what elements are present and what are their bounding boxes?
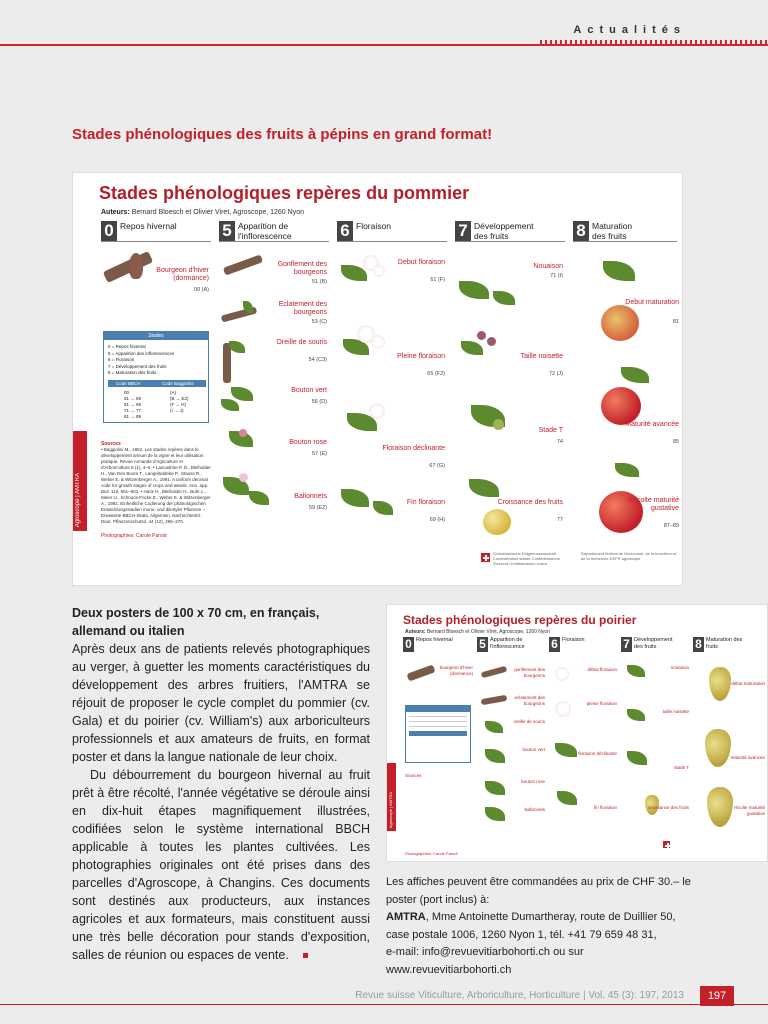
pear-photo xyxy=(705,729,731,767)
apple-photo xyxy=(603,261,635,281)
fruit-photo xyxy=(469,479,499,497)
label-taille-noisette: Taille noisette xyxy=(520,353,563,360)
label-croissance: Croissance des fruits xyxy=(497,499,563,506)
order-caption: Les affiches peuvent être commandées au prix de CHF 30.– le poster (port inclus) à: AMTRA, Mme Antoinette Dumartheray, route de Duillier 50, case postale 1006, 1260 Nyon 1, tél. +41 79 659 48 31, e-mail: info@revuevitiarbohorti.ch ou sur www.revuevitiarbohorti.ch xyxy=(386,876,691,976)
label-debut-maturation: Debut maturation xyxy=(625,299,679,306)
label-bouton-rose: Bouton rose xyxy=(289,439,327,446)
poster-authors: Auteurs: Bernard Bloesch et Olivier Viret, Agroscope, 1260 Nyon xyxy=(405,629,550,635)
label-oreille: Oreille de souris xyxy=(276,339,327,346)
fruitlet-photo xyxy=(459,281,489,299)
label-pleine-floraison: Pleine floraison xyxy=(397,353,445,360)
paragraph-1: Après deux ans de patients relevés photographiques au verger, à guetter les moments caractéristiques du développement des arbres fruitiers, l'AMTRA se réjouit de proposer le cycle complet du pommier (cv. Gala) et du poirier (cv. William's) aux arboriculteurs professionnels et aux amateurs de fruits, en format poster et dans la langue nationale de leur choix. xyxy=(72,642,370,764)
photo-credit: Photographies: Carole Parodi xyxy=(101,533,167,539)
label-eclatement: Eclatement des bourgeons xyxy=(278,301,327,316)
stage-divider xyxy=(573,241,677,242)
fruitlet-photo xyxy=(477,331,486,340)
poster-title: Stades phénologiques repères du pommier xyxy=(99,183,470,203)
code-bourgeon: 00 (A) xyxy=(194,287,209,293)
poster-side-band: Agroscope | AMTRA xyxy=(73,431,87,531)
sources-block: Sources • Baggiolini M., 1952. Les stades repères dans le développement annuel de la vigne et leur utilisation pratique. Revue romande d'Agriculture et d'Arboriculture 8 (1), 4–6. • Lancashire P. D., Bleiholder H., Van Den Boom T., Langelüddeke P., Stauss R., Weber E. & Witzenberger A., 1991. A uniform decimal code for growth stages of crops and weeds. Ann. app. Biol. 119, 561–601. • Hack H., Bleiholder H., Buhr L., Meier U., Schnock-Fricke E., Weber E. & Witzenberger A., 1992. Einheitliche Codierung der phänologischen Entwicklungsstadien mono- und dikotyler Pflanzen – Erweiterte BBCH-Skala, Allgemein. Nachrichtenbl. Deut. Pflanzenschutzd. 44 (12), 265–270. xyxy=(101,441,211,524)
swiss-cross-icon xyxy=(481,553,490,562)
label-ballonnets: Ballonnets xyxy=(294,493,327,500)
page-header xyxy=(0,0,768,44)
footer-rule xyxy=(0,1004,768,1005)
stage-divider xyxy=(219,241,329,242)
label-nouaison: Nouaison xyxy=(533,263,563,270)
green-bud-photo xyxy=(231,387,253,401)
photo-credit: Photographies: Carole Parodi xyxy=(405,851,458,856)
label-gonflement: Gonflement des bourgeons xyxy=(277,261,327,276)
stage-divider xyxy=(455,241,565,242)
flower-photo xyxy=(341,265,367,281)
end-mark xyxy=(303,953,308,958)
flower-photo xyxy=(341,489,369,507)
section-label: Actualités xyxy=(573,24,686,36)
poster-side-band: Agroscope | AMTRA xyxy=(387,763,396,831)
stage-divider xyxy=(337,241,447,242)
poster-pommier: Stades phénologiques repères du pommier Auteurs: Bernard Bloesch et Olivier Viret, Agroscope, 1260 Nyon Agroscope | AMTRA 0 Repos hivernal 5 Apparition de l'inflorescence 6 Floraison 7 Développement des fruits 8 Maturation des fruits Bourgeon d'hiver (dormance) 00 (A) Stades 0 = Repos hivernal 5 = Apparition des inflorescences 6 = Floraison 7 = Développement des fruits 8 = Maturation des fruits Code BBCH Code Baggiolini 00 (A) 51 → 59 (B → E2) 61 → 69 (F → H) 71 → 77 (I → J) 81 → 89 Sources • Baggiolini M., 1952. Les stades repères dans le développement annuel de la vigne et leur utilisation pratique. Revue romande d'Agriculture et d'Arboriculture 8 (1), 4–6. • Lancashire P. D., Bleiholder H., Van Den Boom T., Langelüddeke P., Stauss R., Weber E. & Witzenberger A., 1991. A uniform decimal code for growth stages of crops and weeds. Ann. app. Biol. 119, 561–601. • Hack H., Bleiholder H., Buhr L., Meier U., Schnock-Fricke E., Weber E. & Witzenberger A., 1992. Einheitliche Codierung der phänologischen Entwicklungsstadien mono- und dikotyler Pflanzen – Erweiterte BBCH-Skala, Allgemein. Nachrichtenbl. Deut. Pflanzenschutzd. 44 (12), 265–270. Photographies: Carole Parodi Gonflement des bourgeons 51 (B) Eclatement des bourgeons 53 (C) Oreille de souris 54 (C3) Bouton vert 56 (D) Bouton rose 57 (E) Ballonnets 59 (E2) Debut floraison 61 (F) Pleine floraison 65 (F2) Floraison déclinante 67 (G) Fin floraison 69 (H) Nouaison 71 (I) Taille noisette 72 (J) Stade T 74 Croissance des fruits 77 Debut maturation 81 Maturité avancée 85 Récolte maturité gustative 87–89 Schweizerische Eidgenossenschaft Confédération suisse Confederazione Svizzera Confederaziun svizra Département fédéral de l'économie, de la formation et de la recherche DEFR agroscope xyxy=(72,172,683,586)
poster-title: Stades phénologiques repères du poirier xyxy=(403,613,637,627)
header-rule xyxy=(0,44,768,46)
article-lead: Deux posters de 100 x 70 cm, en français, allemand ou italien xyxy=(72,606,320,638)
label-bourgeon: Bourgeon d'hiver (dormance) xyxy=(156,267,209,282)
poster-authors: Auteurs: Bernard Bloesch et Olivier Viret, Agroscope, 1260 Nyon xyxy=(101,209,304,216)
label-debut-floraison: Debut floraison xyxy=(397,259,445,266)
apple-photo xyxy=(615,463,639,477)
label-fin-floraison: Fin floraison xyxy=(406,499,445,506)
article-body xyxy=(72,604,370,964)
label-bouton-vert: Bouton vert xyxy=(291,387,327,394)
stage-divider xyxy=(101,241,211,242)
apple-photo xyxy=(621,367,649,383)
label-stade-t: Stade T xyxy=(538,427,563,434)
label-maturite-avancee: Maturité avancée xyxy=(625,421,679,428)
poster-footer-logos: Schweizerische Eidgenossenschaft Confédération suisse Confederazione Svizzera Confederaziun svizra Département fédéral de l'économie, de la formation et de la recherche DEFR agroscope xyxy=(501,549,671,571)
page-number: 197 xyxy=(700,986,734,1006)
swiss-cross-icon xyxy=(663,841,670,848)
label-recolte: Récolte maturité gustative xyxy=(628,497,679,512)
paragraph-2: Du débourrement du bourgeon hivernal au fruit prêt à être récolté, l'année végétative se déroule ainsi en dix-huit étapes magnifiquement illustrées, codifiées selon le système international BBCH applicable à toutes les plantes cultivées. Les photographies originales ont été prises dans des parcelles d'Agroscope, à Changins. Ces documents sont destinés aux producteurs, aux instances agricoles et aux formateurs, mais constituent aussi une très belle décoration pour stands d'exposition, salles de réunion ou espaces de vente. xyxy=(72,768,370,962)
label-floraison-declinante: Floraison déclinante xyxy=(382,445,445,452)
stades-legend-box xyxy=(405,705,471,763)
poster-poirier: Stades phénologiques repères du poirier Auteurs: Bernard Bloesch et Olivier Viret, Agroscope, 1260 Nyon Agroscope | AMTRA 0 Repos hivernal 5 Apparition de l'inflorescence 6 Floraison 7 Développement des fruits 8 Maturation des fruits bourgeon d'hiver (dormance) Sources Photographies: Carole Parodi gonflement des bourgeons eclatement des bourgeons oreille de souris bouton vert bouton rose ballonnets début floraison pleine floraison floraison déclinante fin floraison nouaison taille noisette stade T croissance des fruits début maturation maturité avancée récolte maturité gustative xyxy=(386,604,768,862)
stades-legend-box: Stades 0 = Repos hivernal 5 = Apparition des inflorescences 6 = Floraison 7 = Développement des fruits 8 = Maturation des fruits Code BBCH Code Baggiolini 00 (A) 51 → 59 (B → E2) 61 → 69 (F → H) 71 → 77 (I → J) 81 → 89 xyxy=(103,331,209,423)
sources-title: Sources xyxy=(405,773,422,778)
journal-reference: Revue suisse Viticulture, Arboriculture, Horticulture | Vol. 45 (3): 197, 2013 xyxy=(355,990,684,1001)
article-headline: Stades phénologiques des fruits à pépins en grand format! xyxy=(72,126,493,143)
